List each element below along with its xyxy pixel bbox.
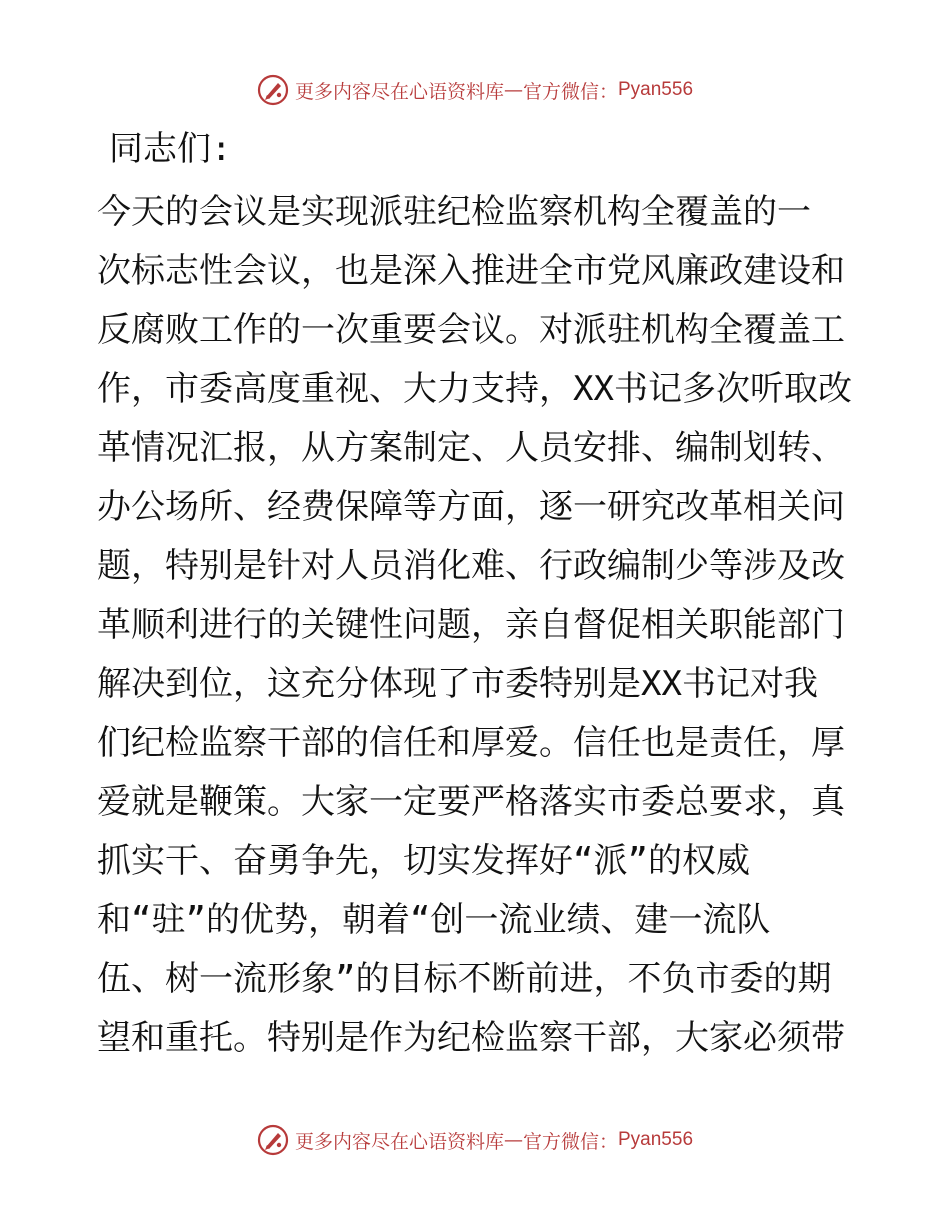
paragraph-line: 抓实干、奋勇争先，切实发挥好“派”的权威: [97, 841, 750, 881]
footer-banner-text: 更多内容尽在心语资料库: [294, 1130, 504, 1153]
footer-wechat-label: 官方微信：: [522, 1130, 618, 1153]
paragraph-line: 望和重托。特别是作为纪检监察干部，大家必须带: [97, 1018, 845, 1058]
footer-banner: [0, 1120, 950, 1160]
paragraph-line: 解决到位，这充分体现了市委特别是XX书记对我: [97, 664, 818, 704]
footer-banner-separator: —: [503, 1129, 523, 1151]
header-wechat-id: Pyan556: [618, 79, 694, 100]
greeting-line: 同志们:: [109, 129, 232, 169]
paragraph-line: 作，市委高度重视、大力支持，XX书记多次听取改: [97, 369, 852, 409]
paragraph-line: 次标志性会议，也是深入推进全市党风廉政建设和: [97, 251, 845, 291]
logo-icon: [257, 1124, 289, 1156]
header-banner-text: 更多内容尽在心语资料库: [294, 80, 504, 103]
paragraph-line: 们纪检监察干部的信任和厚爱。信任也是责任，厚: [97, 723, 845, 763]
footer-wechat-id: Pyan556: [618, 1129, 694, 1150]
paragraph-line: 反腐败工作的一次重要会议。对派驻机构全覆盖工: [97, 310, 845, 350]
paragraph-line: 和“驻”的优势，朝着“创一流业绩、建一流队: [97, 900, 771, 940]
paragraph-line: 革情况汇报，从方案制定、人员安排、编制划转、: [97, 428, 845, 468]
speech-body: [97, 118, 867, 1068]
paragraph-line: 革顺利进行的关键性问题，亲自督促相关职能部门: [97, 605, 845, 645]
paragraph-line: 伍、树一流形象”的目标不断前进，不负市委的期: [97, 959, 832, 999]
logo-icon: [257, 74, 289, 106]
paragraph-line: 今天的会议是实现派驻纪检监察机构全覆盖的一: [97, 192, 811, 232]
paragraph-line: 办公场所、经费保障等方面，逐一研究改革相关问: [97, 487, 845, 527]
paragraph-line: 爱就是鞭策。大家一定要严格落实市委总要求，真: [97, 782, 845, 822]
paragraph-line: 题，特别是针对人员消化难、行政编制少等涉及改: [97, 546, 845, 586]
header-banner-separator: —: [503, 79, 523, 101]
header-banner: [0, 70, 950, 110]
header-wechat-label: 官方微信：: [522, 80, 618, 103]
